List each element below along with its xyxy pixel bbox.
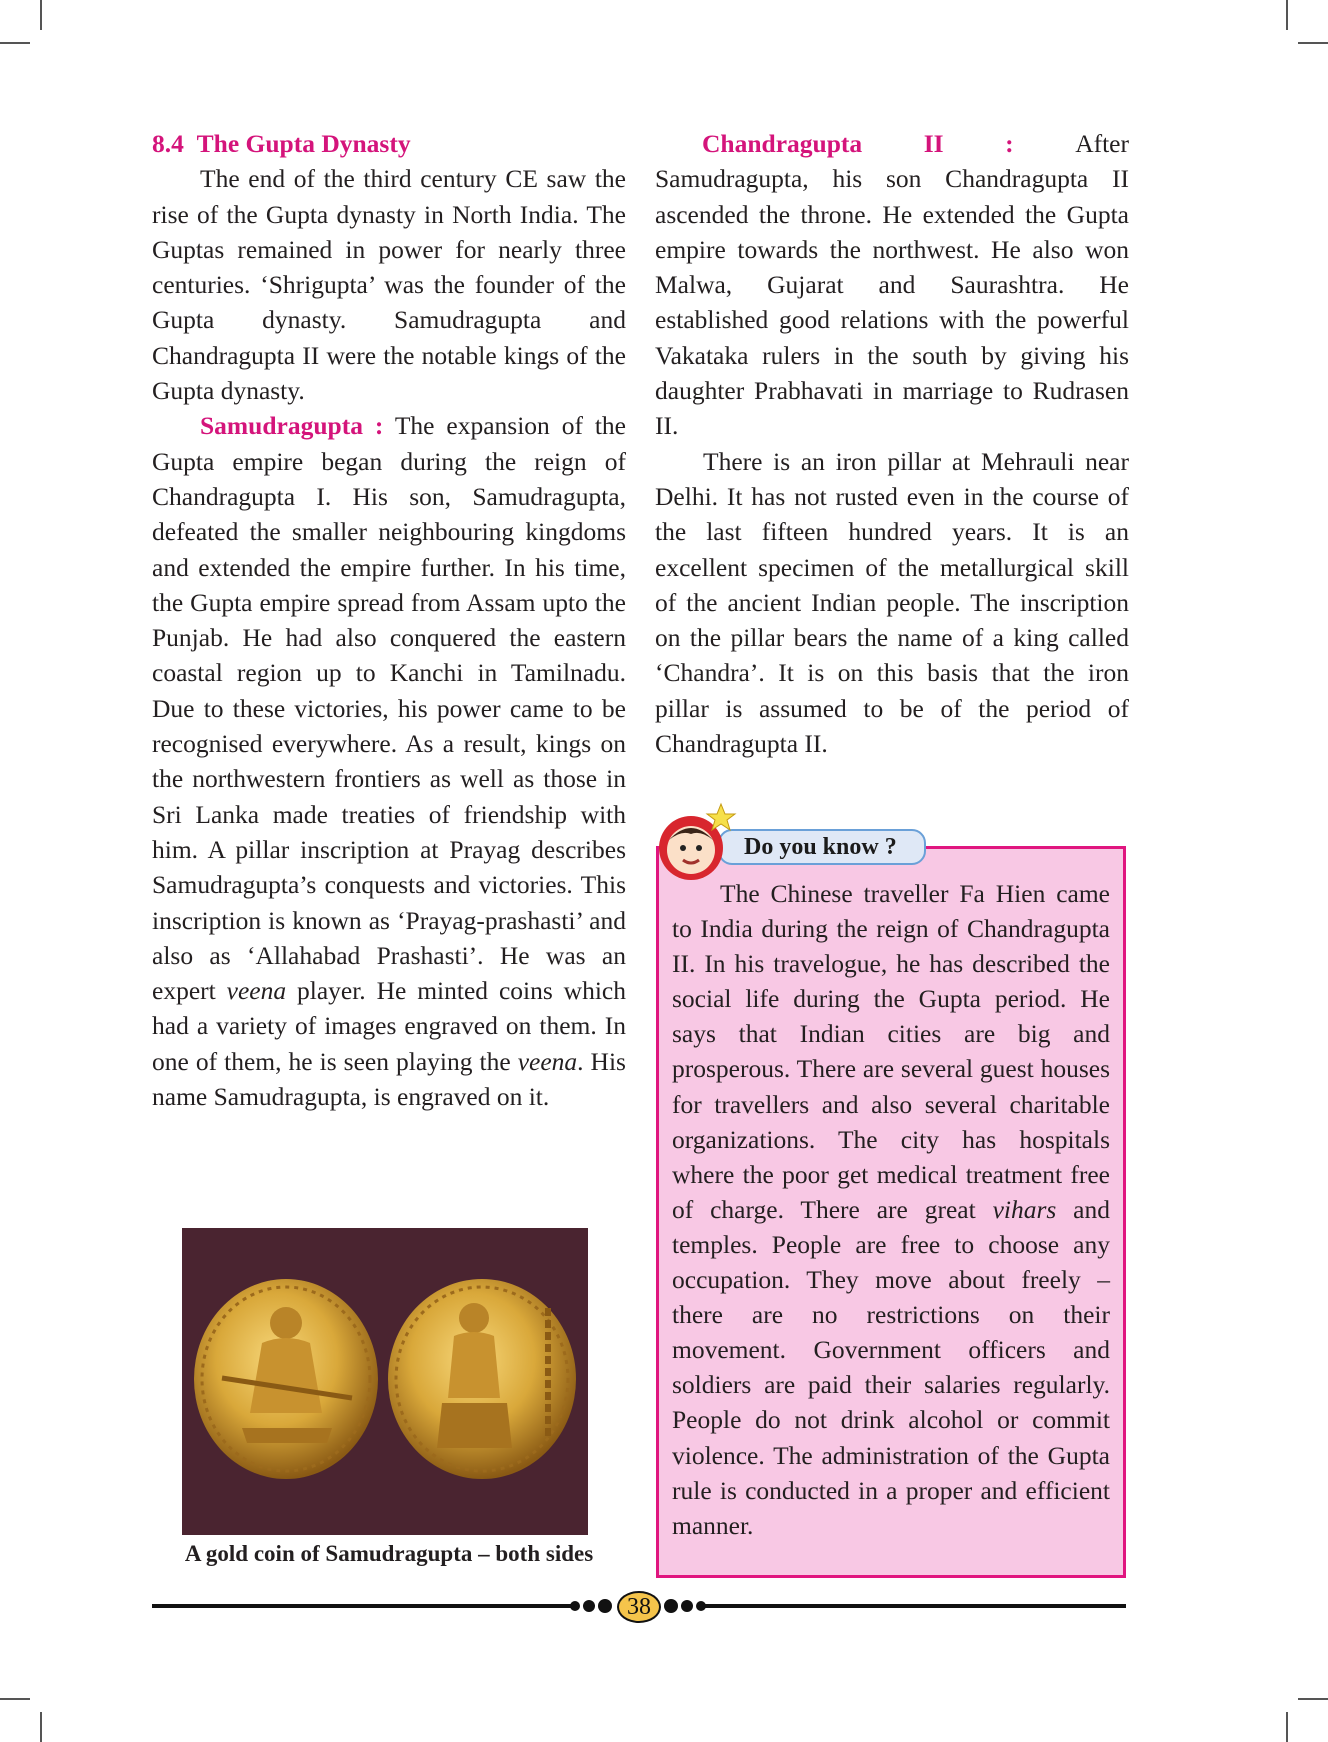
do-you-know-italic: vihars — [992, 1194, 1057, 1224]
footer-ornament-dot — [598, 1599, 612, 1613]
crop-mark — [1298, 42, 1328, 44]
samudragupta-text-1: The expansion of the Gupta empire began during the reign of Chandragupta I. His son, Samudragupta, defeated the smaller neighbouring kingdoms and extended the empire further. In his time, the Gupta empire spread from Assam upto the Punjab. He had also conquered the eastern coastal region up to Kanchi in Tamilnadu. Due to these victories, his power came to be recognised everywhere. As a result, kings on the northwestern frontiers as well as those in Sri Lanka made treaties of friendship with him. A pillar inscription at Prayag describes Samudragupta’s conquests and victories. This inscription is known as ‘Prayag-prashasti’ and also as ‘Allahabad Prashasti’. He was an expert — [152, 411, 626, 1006]
coin-obverse — [194, 1279, 378, 1479]
footer-rule-left — [152, 1604, 578, 1608]
chandragupta-heading-numeral: II — [923, 129, 944, 158]
do-you-know-text-1: The Chinese traveller Fa Hien came to India during the reign of Chandragupta II. In his travelogue, he has described the social life during the Gupta period. He says that Indian cities are big and prosperous. There are several guest houses for travellers and also several charitable organizations. The city has hospitals where the poor get medical treatment free of charge. There are great — [672, 879, 1110, 1224]
footer-ornament-dot — [583, 1600, 595, 1612]
section-title: The Gupta Dynasty — [196, 129, 411, 158]
coin-reverse — [388, 1279, 576, 1479]
do-you-know-content — [672, 876, 1110, 1543]
section-heading — [152, 126, 626, 161]
samudragupta-heading: Samudragupta : — [200, 411, 384, 441]
left-column — [152, 126, 626, 1114]
samudragupta-text-2: player. He minted coins which had a variety of images engraved on them. In one of them, he is seen playing the — [152, 976, 626, 1076]
crop-mark — [1298, 1698, 1328, 1700]
right-column — [655, 126, 1129, 761]
chandragupta-heading-colon: : — [1005, 129, 1014, 158]
footer-ornament-dot — [681, 1600, 693, 1612]
chandragupta-paragraph: Samudragupta, his son Chandragupta II ascended the throne. He extended the Gupta empire towards the northwest. He also won Malwa, Gujarat and Saurashtra. He established good relations with the powerful Vakataka rulers in the south by giving his daughter Prabhavati in marriage to Rudrasen II. — [655, 164, 1129, 441]
do-you-know-text-2: and temples. People are free to choose any occupation. They move about freely – there are no restrictions on their movement. Government officers and soldiers are paid their salaries regularly. People do not drink alcohol or commit violence. The administration of the Gupta rule is conducted in a proper and efficient manner. — [672, 1194, 1111, 1540]
samudragupta-text-3: . His name Samudragupta, is engraved on it. — [152, 1046, 626, 1112]
crop-mark — [40, 0, 42, 30]
footer-ornament-dot — [570, 1601, 580, 1611]
crop-mark — [1286, 1712, 1288, 1742]
chandragupta-heading-line — [655, 126, 1129, 161]
samudragupta-italic-2: veena — [517, 1046, 578, 1076]
coin-photo — [182, 1228, 588, 1535]
samudragupta-italic-1: veena — [226, 976, 287, 1006]
do-you-know-paragraph — [672, 876, 1110, 1543]
section-number: 8.4 — [152, 129, 184, 158]
chandragupta-heading-word: Chandragupta — [702, 129, 863, 158]
footer-ornament-dot — [696, 1601, 706, 1611]
crop-mark — [40, 1712, 42, 1742]
iron-pillar-paragraph: There is an iron pillar at Mehrauli near Delhi. It has not rusted even in the course of the last fifteen hundred years. It is an excellent specimen of the metallurgical skill of the ancient Indian people. The inscription on the pillar bears the name of a king called ‘Chandra’. It is on this basis that the iron pillar is assumed to be of the period of Chandragupta II. — [655, 446, 1129, 759]
crop-mark — [0, 1698, 30, 1700]
intro-paragraph: The end of the third century CE saw the rise of the Gupta dynasty in North India. The Guptas remained in power for nearly three centuries. ‘Shrigupta’ was the founder of the Gupta dynasty. Samudragupta and Chandragupta II were the notable kings of the Gupta dynasty. — [152, 164, 626, 406]
gold-coin-image — [182, 1228, 588, 1535]
chandragupta-first-word: After — [1075, 129, 1129, 158]
page-number: 38 — [617, 1591, 661, 1623]
crop-mark — [0, 42, 30, 44]
mascot-boy-icon — [655, 800, 737, 882]
crop-mark — [1286, 0, 1288, 30]
coin-caption: A gold coin of Samudragupta – both sides — [184, 1541, 594, 1566]
footer-ornament-dot — [664, 1599, 678, 1613]
do-you-know-label: Do you know ? — [718, 829, 926, 865]
footer-rule-right — [700, 1604, 1126, 1608]
samudragupta-paragraph — [152, 408, 626, 1114]
